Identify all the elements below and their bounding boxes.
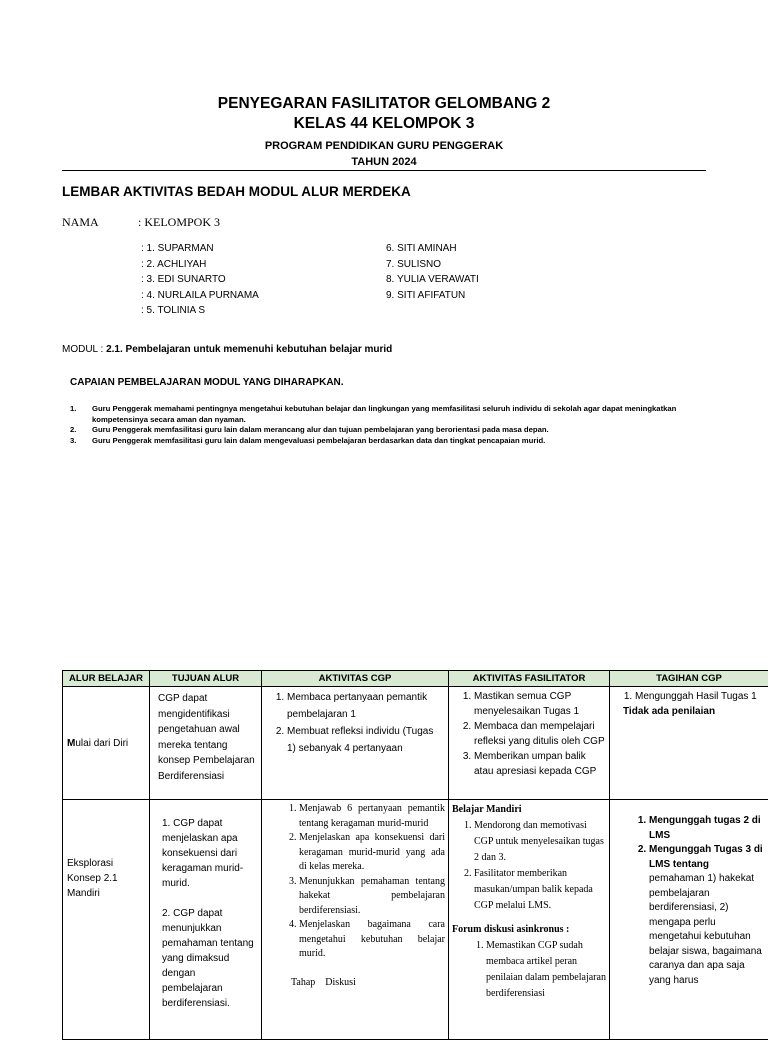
tujuan-point: 1. CGP dapat menjelaskan apa konsekuensi dari keragaman murid-murid. bbox=[162, 816, 258, 891]
nama-label: NAMA bbox=[62, 215, 99, 230]
list-item: 3. Menunjukkan pemahaman tentang hakekat pembelajaran berdiferensiasi. bbox=[299, 875, 445, 919]
modul-value: 2.1. Pembelajaran untuk memenuhi kebutuhan belajar murid bbox=[106, 344, 392, 355]
list-item: 3. Memberikan umpan balik atau apresiasi kepada CGP bbox=[474, 749, 606, 779]
document-title: LEMBAR AKTIVITAS BEDAH MODUL ALUR MERDEKA bbox=[62, 184, 411, 199]
column-header: TAGIHAN CGP bbox=[610, 671, 768, 687]
list-item: 1. Mengunggah Hasil Tugas 1 bbox=[635, 689, 765, 704]
aktivitas-cgp-cell bbox=[262, 800, 449, 1040]
table-header-row bbox=[63, 671, 768, 687]
objective-number: 2. bbox=[70, 425, 92, 436]
tujuan-point: 2. CGP dapat menunjukkan pemahaman tentang yang dimaksud dengan pembelajaran berdiferensiasi. bbox=[162, 906, 258, 1011]
activity-table bbox=[62, 670, 768, 1040]
list-item: 2. Membuat refleksi individu (Tugas 1) sebanyak 4 pertanyaan bbox=[287, 723, 445, 757]
header-line-3: PROGRAM PENDIDIKAN GURU PENGGERAK bbox=[62, 138, 706, 154]
table-row bbox=[63, 800, 768, 1040]
column-header: AKTIVITAS FASILITATOR bbox=[449, 671, 610, 687]
aktivitas-fasilitator-cell bbox=[449, 687, 610, 800]
member-item: : 2. ACHLIYAH bbox=[141, 257, 259, 273]
objective-number: 3. bbox=[70, 436, 92, 447]
objective-list bbox=[70, 404, 690, 446]
alur-rest: ulai dari Diri bbox=[75, 738, 128, 749]
alur-cell bbox=[63, 687, 150, 800]
alur-text: Eksplorasi Konsep 2.1 Mandiri bbox=[67, 858, 118, 899]
modul-line bbox=[62, 344, 392, 355]
tagihan-note: Tidak ada penilaian bbox=[613, 704, 765, 719]
member-item: : 5. TOLINIA S bbox=[141, 303, 259, 319]
tujuan-text: CGP dapat mengidentifikasi pengetahuan awal mereka tentang konsep Pembelajaran Berdiferensiasi bbox=[158, 693, 255, 782]
table-row bbox=[63, 687, 768, 800]
column-header: AKTIVITAS CGP bbox=[262, 671, 449, 687]
aktivitas-fasilitator-cell bbox=[449, 800, 610, 1040]
list-item: 1. Memastikan CGP sudah membaca artikel peran penilaian dalam pembelajaran berdiferensiasi bbox=[486, 938, 606, 1002]
objective-item bbox=[70, 404, 690, 425]
header-divider bbox=[62, 170, 706, 171]
list-item: 1. Mengunggah tugas 2 di LMS bbox=[649, 814, 765, 843]
member-item: 9. SITI AFIFATUN bbox=[386, 288, 479, 304]
document-header bbox=[62, 94, 706, 134]
list-item: 2. Membaca dan mempelajari refleksi yang ditulis oleh CGP bbox=[474, 719, 606, 749]
tujuan-cell bbox=[150, 687, 262, 800]
tagihan-list bbox=[613, 689, 765, 704]
facilitator-activity-list bbox=[452, 938, 606, 1002]
member-list-right bbox=[386, 241, 479, 303]
header-line-1: PENYEGARAN FASILITATOR GELOMBANG 2 bbox=[62, 94, 706, 114]
alur-initial: M bbox=[67, 738, 75, 749]
objective-text: Guru Penggerak memahami pentingnya mengetahui kebutuhan belajar dan lingkungan yang memfasilitasi seluruh individu di sekolah agar dapat meningkatkan kompetensinya secara aman dan nyaman. bbox=[92, 404, 690, 425]
tagihan-cell bbox=[610, 800, 768, 1040]
list-item: 2. Mengunggah Tugas 3 di LMS tentang bbox=[649, 843, 765, 872]
list-item: 4. Menjelaskan bagaimana cara mengetahui kebutuhan belajar murid. bbox=[299, 918, 445, 962]
tagihan-cell bbox=[610, 687, 768, 800]
member-item: 6. SITI AMINAH bbox=[386, 241, 479, 257]
list-item: 2. Menjelaskan apa konsekuensi dari keragaman murid-murid yang ada di kelas mereka. bbox=[299, 831, 445, 875]
header-line-4: TAHUN 2024 bbox=[62, 154, 706, 170]
member-item: 7. SULISNO bbox=[386, 257, 479, 273]
list-item: 2. Fasilitator memberikan masukan/umpan balik kepada CGP melalui LMS. bbox=[474, 866, 606, 914]
objective-item bbox=[70, 436, 690, 447]
header-line-2: KELAS 44 KELOMPOK 3 bbox=[62, 114, 706, 134]
tagihan-list bbox=[613, 814, 765, 872]
nama-value: : KELOMPOK 3 bbox=[138, 215, 220, 230]
fasilitator-heading: Forum diskusi asinkronus : bbox=[452, 922, 606, 938]
column-header: ALUR BELAJAR bbox=[63, 671, 150, 687]
facilitator-activity-list bbox=[452, 818, 606, 914]
tujuan-cell bbox=[150, 800, 262, 1040]
cgp-activity-list bbox=[265, 689, 445, 757]
objective-number: 1. bbox=[70, 404, 92, 425]
member-item: : 1. SUPARMAN bbox=[141, 241, 259, 257]
cgp-extra: Tahap Diskusi bbox=[265, 976, 445, 991]
member-item: : 3. EDI SUNARTO bbox=[141, 272, 259, 288]
capaian-title: CAPAIAN PEMBELAJARAN MODUL YANG DIHARAPKAN. bbox=[70, 377, 344, 388]
member-list-left bbox=[141, 241, 259, 319]
alur-cell bbox=[63, 800, 150, 1040]
objective-item bbox=[70, 425, 690, 436]
member-item: : 4. NURLAILA PURNAMA bbox=[141, 288, 259, 304]
aktivitas-cgp-cell bbox=[262, 687, 449, 800]
modul-label: MODUL : bbox=[62, 344, 106, 355]
column-header: TUJUAN ALUR bbox=[150, 671, 262, 687]
facilitator-activity-list bbox=[452, 689, 606, 779]
document-subheader bbox=[62, 138, 706, 170]
list-item: 1. Mendorong dan memotivasi CGP untuk menyelesaikan tugas 2 dan 3. bbox=[474, 818, 606, 866]
member-item: 8. YULIA VERAWATI bbox=[386, 272, 479, 288]
objective-text: Guru Penggerak memfasilitasi guru lain dalam merancang alur dan tujuan pembelajaran yang berorientasi pada masa depan. bbox=[92, 425, 549, 436]
list-item: 1. Membaca pertanyaan pemantik pembelajaran 1 bbox=[287, 689, 445, 723]
list-item: 1. Menjawab 6 pertanyaan pemantik tentang keragaman murid-murid bbox=[299, 802, 445, 831]
fasilitator-heading: Belajar Mandiri bbox=[452, 802, 606, 818]
objective-text: Guru Penggerak memfasilitasi guru lain dalam mengevaluasi pembelajaran berdasarkan data dan tingkat pencapaian murid. bbox=[92, 436, 545, 447]
tagihan-text: pemahaman 1) hakekat pembelajaran berdiferensiasi, 2) mengapa perlu mengetahui kebutuhan belajar siswa, bagaimana caranya dan apa saja yang harus bbox=[613, 872, 765, 988]
list-item: 1. Mastikan semua CGP menyelesaikan Tugas 1 bbox=[474, 689, 606, 719]
cgp-activity-list bbox=[265, 802, 445, 962]
